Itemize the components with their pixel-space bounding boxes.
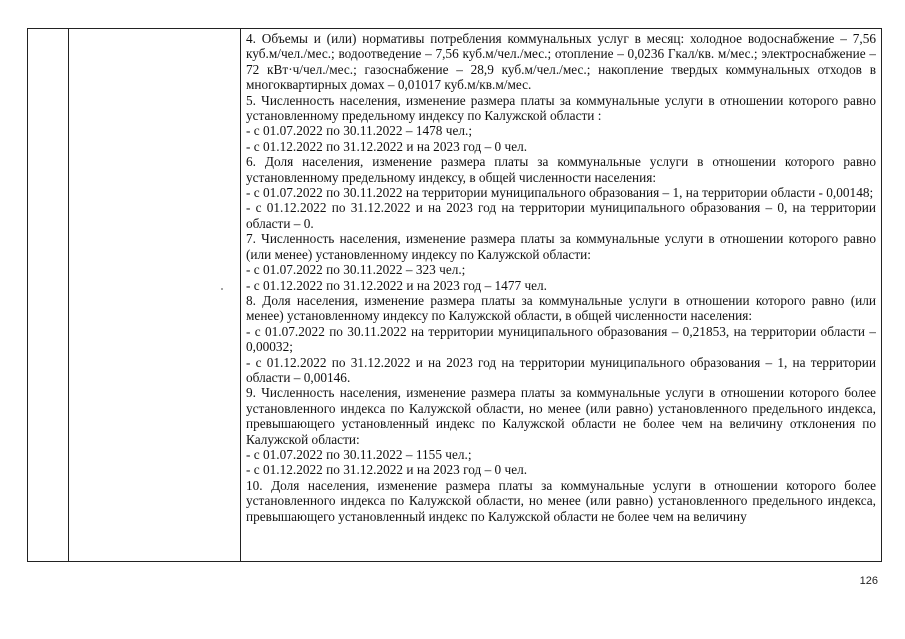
table-column-divider-2 bbox=[240, 29, 241, 561]
paragraph-item-7-period-1: - с 01.07.2022 по 30.11.2022 – 323 чел.; bbox=[246, 262, 466, 278]
paragraph-item-6-period-2: - с 01.12.2022 по 31.12.2022 и на 2023 год на территории муниципального образования – 0, на территории области – 0. bbox=[246, 200, 876, 231]
table-column-divider-1 bbox=[68, 29, 69, 561]
paragraph-item-10-share: 10. Доля населения, изменение размера платы за коммунальные услуги в отношении которого более установленного индекса по Калужской области, но менее (или равно) установленного предельного индекса, превышающего установленный индекс по Калужской области не более чем на величину bbox=[246, 477, 876, 524]
paragraph-item-9-period-2: - с 01.12.2022 по 31.12.2022 и на 2023 год – 0 чел. bbox=[246, 462, 528, 478]
table-text-cell bbox=[246, 31, 876, 561]
paragraph-item-6-period-1: - с 01.07.2022 по 30.11.2022 на территории муниципального образования – 1, на территории области - 0,00148; bbox=[246, 185, 874, 201]
paragraph-item-8-period-2: - с 01.12.2022 по 31.12.2022 и на 2023 год на территории муниципального образования – 1, на территории области – 0,00146. bbox=[246, 354, 876, 385]
paragraph-item-5-population: 5. Численность населения, изменение размера платы за коммунальные услуги в отношении которого равно установленному предельному индексу по Калужской области : bbox=[246, 92, 876, 124]
scan-speck bbox=[221, 288, 223, 290]
paragraph-item-5-period-1: - с 01.07.2022 по 30.11.2022 – 1478 чел.; bbox=[246, 123, 473, 139]
document-table bbox=[27, 28, 882, 562]
paragraph-item-9-period-1: - с 01.07.2022 по 30.11.2022 – 1155 чел.; bbox=[246, 446, 472, 462]
page-number: 126 bbox=[859, 575, 878, 587]
paragraph-item-7-period-2: - с 01.12.2022 по 31.12.2022 и на 2023 год – 1477 чел. bbox=[246, 277, 548, 293]
paragraph-item-7-population: 7. Численность населения, изменение размера платы за коммунальные услуги в отношении которого равно (или менее) установленному индексу по Калужской области: bbox=[246, 231, 876, 262]
paragraph-item-9-population: 9. Численность населения, изменение размера платы за коммунальные услуги в отношении которого более установленного индекса по Калужской области, но менее (или равно) установленного предельного индекса, превышающего установленный индекс по Калужской области не более чем на величину отклонения по Калужской области: bbox=[246, 385, 876, 447]
paragraph-item-6-share: 6. Доля населения, изменение размера платы за коммунальные услуги в отношении которого равно установленному предельному индексу, в общей численности населения: bbox=[246, 154, 876, 185]
paragraph-item-4-volumes: 4. Объемы и (или) нормативы потребления коммунальных услуг в месяц: холодное водоснабжение – 7,56 куб.м/чел./мес.; водоотведение – 7,56 куб.м/чел./мес.; отопление – 0,0236 Гкал/кв. м/мес.; электроснабжение – 72 кВт·ч/чел./мес.; газоснабжение – 28,9 куб.м/чел./мес.; накопление твердых коммунальных отходов в многоквартирных домах – 0,01017 куб.м/кв.м/мес. bbox=[246, 31, 876, 93]
paragraph-item-8-share: 8. Доля населения, изменение размера платы за коммунальные услуги в отношении которого равно (или менее) установленному индексу по Калужской области, в общей численности населения: bbox=[246, 292, 876, 324]
paragraph-item-8-period-1: - с 01.07.2022 по 30.11.2022 на территории муниципального образования – 0,21853, на территории области – 0,00032; bbox=[246, 323, 876, 355]
paragraph-item-5-period-2: - с 01.12.2022 по 31.12.2022 и на 2023 год – 0 чел. bbox=[246, 138, 528, 154]
